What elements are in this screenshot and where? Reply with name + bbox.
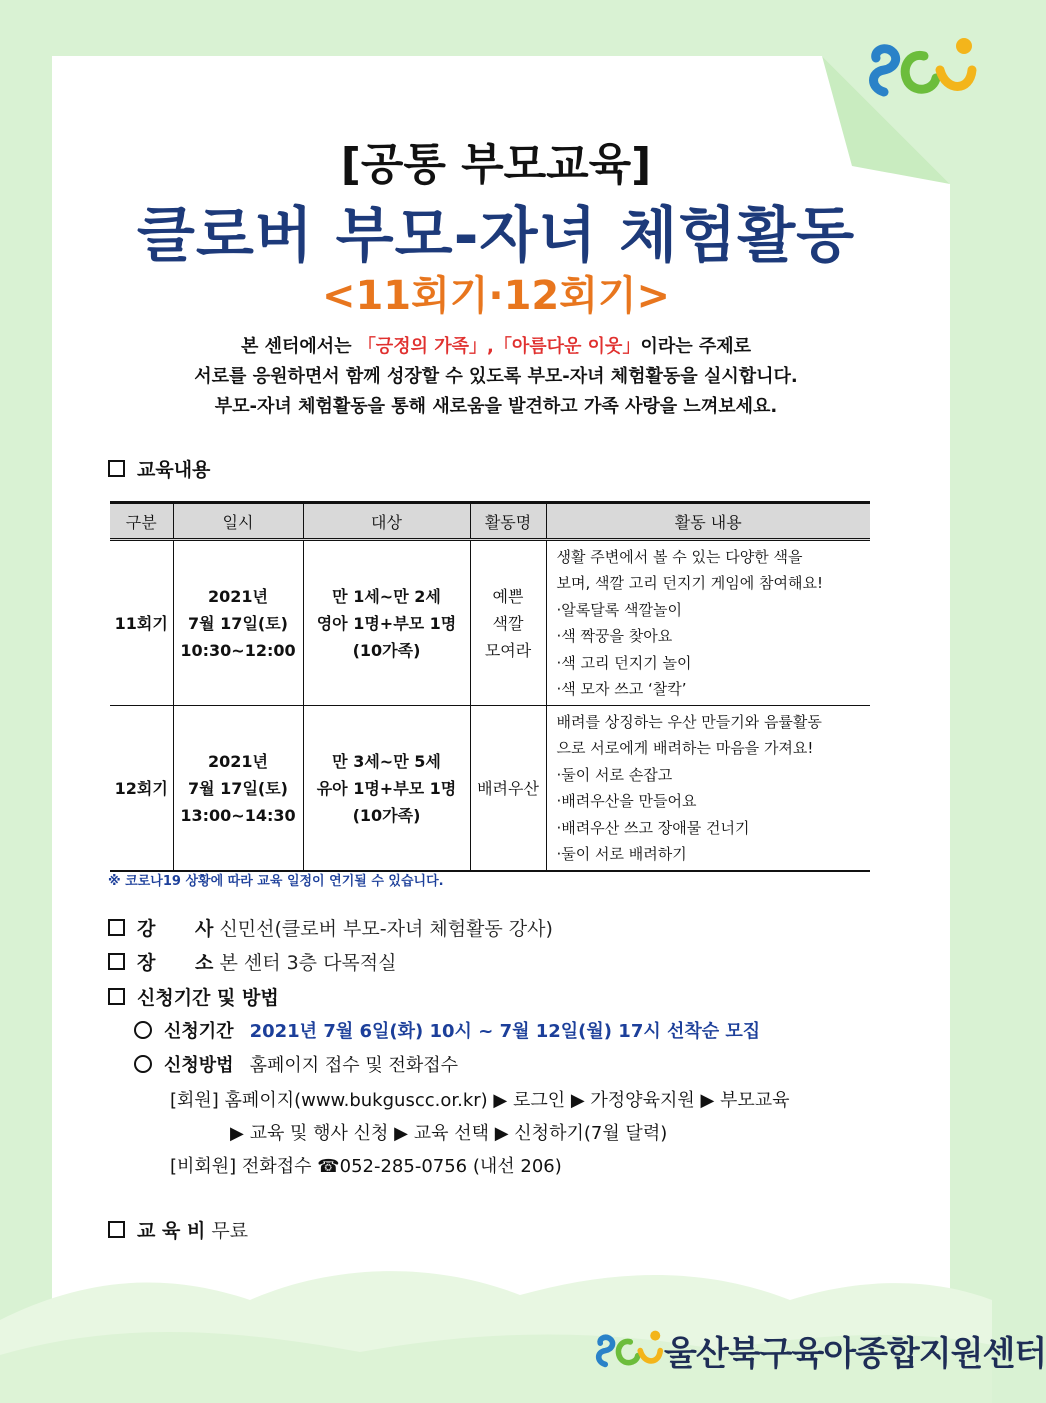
detail-line: ·배려우산을 만들어요 bbox=[556, 792, 697, 810]
instructor-label: 강 사 bbox=[137, 918, 214, 940]
application-heading bbox=[108, 983, 279, 1010]
center-logo-small-icon bbox=[594, 1318, 664, 1382]
period-value: 2021년 7월 6일(화) 10시 ~ 7월 12일(월) 17시 선착순 모집 bbox=[249, 1021, 761, 1042]
member-steps-line-1: [회원] 홈페이지(www.bukguscc.or.kr) ▶ 로그인 ▶ 가정양육지원 ▶ 부모교육 bbox=[170, 1090, 790, 1111]
col-header: 활동명 bbox=[470, 503, 546, 540]
checkbox-square-icon bbox=[108, 988, 125, 1005]
application-heading-label: 신청기간 및 방법 bbox=[137, 987, 279, 1009]
venue-value: 본 센터 3층 다목적실 bbox=[219, 952, 397, 974]
education-heading bbox=[108, 455, 210, 482]
activity-name-line: 예쁜 bbox=[492, 586, 524, 606]
detail-line: 배려를 상징하는 우산 만들기와 음률활동 bbox=[556, 712, 822, 731]
col-header: 활동 내용 bbox=[546, 503, 870, 540]
circle-bullet-icon bbox=[134, 1055, 152, 1073]
table-row bbox=[110, 706, 870, 872]
method-label: 신청방법 bbox=[164, 1055, 234, 1076]
date-time: 13:00~14:30 bbox=[180, 805, 296, 825]
activity-name-line: 배려우산 bbox=[477, 778, 539, 798]
target-cell bbox=[303, 540, 470, 706]
activity-cell bbox=[470, 706, 546, 872]
target-composition: 영아 1명+부모 1명 bbox=[316, 613, 457, 633]
member-steps-line-2: ▶ 교육 및 행사 신청 ▶ 교육 선택 ▶ 신청하기(7월 달력) bbox=[230, 1123, 668, 1144]
details-cell bbox=[546, 540, 870, 706]
main-title: 클로버 부모-자녀 체험활동 bbox=[136, 201, 856, 271]
detail-line: ·알록달록 색깔놀이 bbox=[556, 600, 682, 619]
circle-bullet-icon bbox=[134, 1021, 152, 1039]
session-cell: 12회기 bbox=[110, 706, 173, 872]
target-families: (10가족) bbox=[352, 805, 421, 825]
checkbox-square-icon bbox=[108, 953, 125, 970]
venue-row bbox=[108, 948, 397, 975]
target-age: 만 3세~만 5세 bbox=[332, 751, 441, 771]
activity-name-line: 색깔 bbox=[492, 613, 524, 633]
intro-line-1 bbox=[0, 332, 992, 362]
target-composition: 유아 1명+부모 1명 bbox=[316, 778, 457, 798]
detail-line: 보며, 색깔 고리 던지기 게임에 참여해요! bbox=[556, 574, 823, 592]
venue-label: 장 소 bbox=[137, 952, 214, 974]
detail-line: ·색 고리 던지기 놀이 bbox=[556, 653, 692, 672]
checkbox-square-icon bbox=[108, 919, 125, 936]
date-cell bbox=[173, 706, 303, 872]
target-families: (10가족) bbox=[352, 640, 421, 660]
detail-line: ·둘이 서로 배려하기 bbox=[556, 845, 687, 863]
application-method-row bbox=[134, 1051, 458, 1077]
date-day: 7월 17일(토) bbox=[188, 778, 288, 798]
detail-line: 으로 서로에게 배려하는 마음을 가져요! bbox=[556, 739, 814, 757]
col-header: 대상 bbox=[303, 503, 470, 540]
date-time: 10:30~12:00 bbox=[180, 640, 296, 660]
instructor-row bbox=[108, 914, 553, 941]
fee-label: 교 육 비 bbox=[137, 1220, 206, 1242]
checkbox-square-icon bbox=[108, 1221, 125, 1238]
intro-line-1-b: 이라는 주제로 bbox=[640, 336, 752, 357]
col-header: 구분 bbox=[110, 503, 173, 540]
category-title: [공통 부모교육] bbox=[340, 139, 652, 190]
intro-line-2: 서로를 응원하면서 함께 성장할 수 있도록 부모-자녀 체험활동을 실시합니다. bbox=[194, 366, 798, 387]
intro-text bbox=[0, 332, 992, 422]
detail-line: ·색 짝꿍을 찾아요 bbox=[556, 627, 673, 645]
table-row bbox=[110, 540, 870, 706]
instructor-value: 신민선(클로버 부모-자녀 체험활동 강사) bbox=[219, 918, 553, 940]
target-age: 만 1세~만 2세 bbox=[332, 586, 441, 606]
education-heading-label: 교육내용 bbox=[137, 459, 211, 481]
date-year: 2021년 bbox=[208, 586, 268, 606]
application-period-row bbox=[134, 1017, 760, 1043]
covid-note: ※ 코로나19 상황에 따라 교육 일정이 연기될 수 있습니다. bbox=[108, 874, 444, 889]
center-logo-icon bbox=[866, 34, 978, 104]
fee-row bbox=[108, 1216, 248, 1243]
intro-theme-highlight: 「긍정의 가족」,「아름다운 이웃」 bbox=[357, 336, 641, 357]
detail-line: ·색 모자 쓰고 ‘찰칵’ bbox=[556, 680, 687, 698]
method-value: 홈페이지 접수 및 전화접수 bbox=[249, 1055, 458, 1076]
detail-line: ·배려우산 쓰고 장애물 건너기 bbox=[556, 818, 750, 837]
table-header-row bbox=[110, 503, 870, 540]
date-day: 7월 17일(토) bbox=[188, 613, 288, 633]
session-cell: 11회기 bbox=[110, 540, 173, 706]
date-cell bbox=[173, 540, 303, 706]
detail-line: 생활 주변에서 볼 수 있는 다양한 색을 bbox=[556, 547, 803, 566]
col-header: 일시 bbox=[173, 503, 303, 540]
fee-value: 무료 bbox=[211, 1220, 249, 1242]
date-year: 2021년 bbox=[208, 751, 268, 771]
intro-line-3: 부모-자녀 체험활동을 통해 새로움을 발견하고 가족 사랑을 느껴보세요. bbox=[214, 396, 778, 417]
sessions-subtitle: <11회기·12회기> bbox=[321, 273, 671, 319]
org-name: 울산북구육아종합지원센터 bbox=[664, 1334, 1046, 1374]
detail-line: ·둘이 서로 손잡고 bbox=[556, 765, 673, 784]
checkbox-square-icon bbox=[108, 460, 125, 477]
activity-cell bbox=[470, 540, 546, 706]
target-cell bbox=[303, 706, 470, 872]
intro-line-1-a: 본 센터에서는 bbox=[240, 336, 358, 357]
period-label: 신청기간 bbox=[164, 1021, 234, 1042]
activity-name-line: 모여라 bbox=[484, 640, 532, 660]
details-cell bbox=[546, 706, 870, 872]
schedule-table bbox=[110, 501, 870, 872]
nonmember-line: [비회원] 전화접수 ☎052-285-0756 (내선 206) bbox=[170, 1156, 562, 1177]
